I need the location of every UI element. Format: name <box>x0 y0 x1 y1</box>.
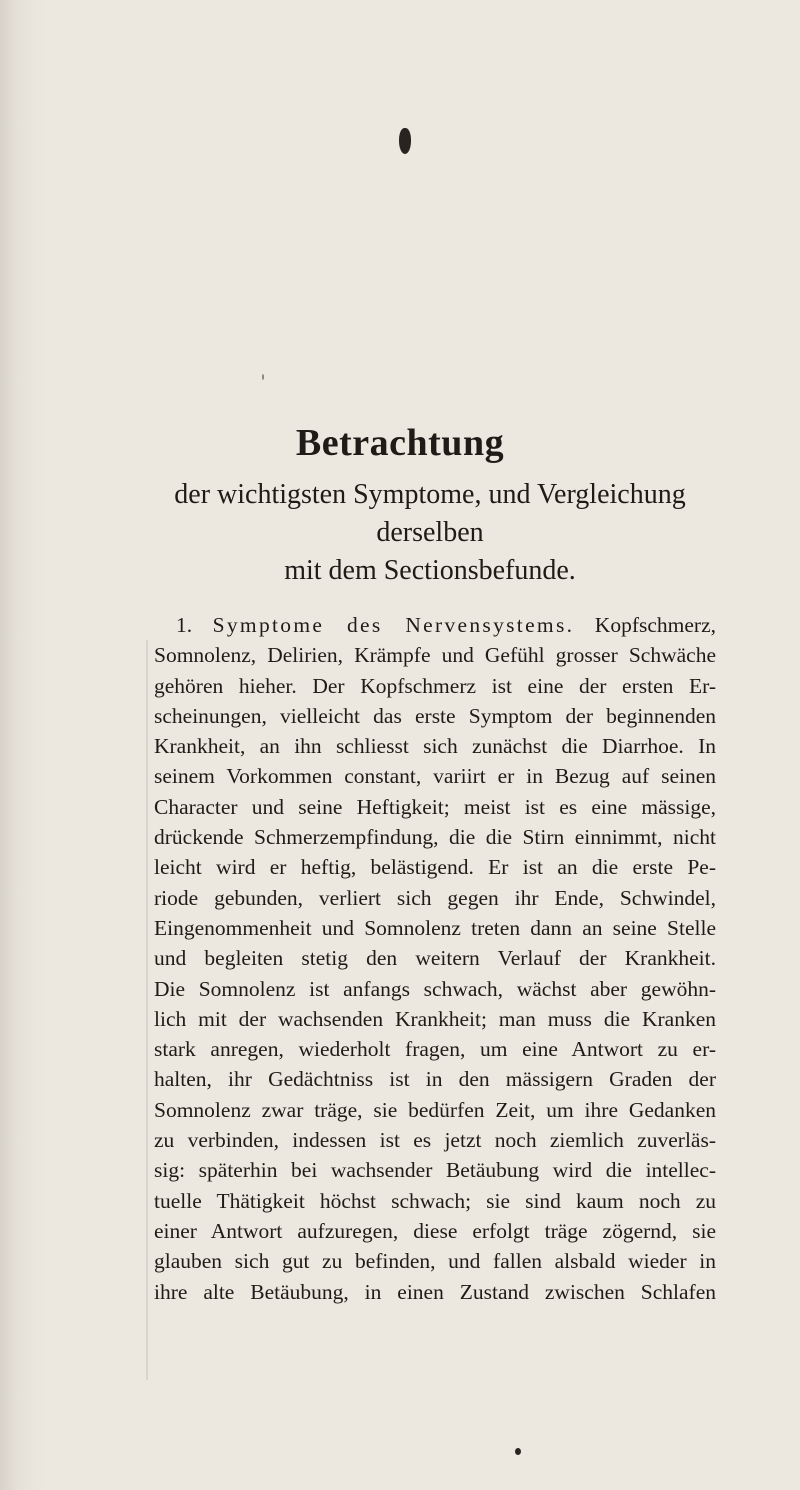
section-first-line-rest: Kopfschmerz, <box>594 613 716 637</box>
ink-speck-top <box>399 128 411 154</box>
text-line: tuelle Thätigkeit höchst schwach; sie sind kaum noch zu <box>154 1188 716 1213</box>
text-line: ihre alte Betäubung, in einen Zustand zwischen Schlafen <box>154 1279 716 1304</box>
text-line: Eingenommenheit und Somnolenz treten dann an seine Stelle <box>154 915 716 940</box>
subtitle-line-1: der wichtigsten Symptome, und Vergleichung derselben <box>174 479 686 548</box>
text-line: Die Somnolenz ist anfangs schwach, wächst aber gewöhn- <box>154 976 716 1001</box>
section-body <box>154 610 716 1307</box>
page-edge-shadow <box>146 640 148 1380</box>
text-line: scheinungen, vielleicht das erste Symptom der beginnenden <box>154 703 716 728</box>
ink-speck-bottom <box>515 1448 521 1455</box>
text-line: Somnolenz zwar träge, sie bedürfen Zeit, um ihre Gedanken <box>154 1097 716 1122</box>
text-line: glauben sich gut zu befinden, und fallen alsbald wieder in <box>154 1249 716 1274</box>
text-line: riode gebunden, verliert sich gegen ihr Ende, Schwindel, <box>154 885 716 910</box>
text-line: gehören hieher. Der Kopfschmerz ist eine der ersten Er- <box>154 673 716 698</box>
text-line: Somnolenz, Delirien, Krämpfe und Gefühl grosser Schwäche <box>154 643 716 668</box>
text-line: zu verbinden, indessen ist es jetzt noch ziemlich zuverläs- <box>154 1128 716 1153</box>
text-line: einer Antwort aufzuregen, diese erfolgt träge zögernd, sie <box>154 1218 716 1243</box>
text-line: Character und seine Heftigkeit; meist ist es eine mässige, <box>154 794 716 819</box>
text-line: stark anregen, wiederholt fragen, um eine Antwort zu er- <box>154 1037 716 1062</box>
text-line: leicht wird er heftig, belästigend. Er ist an die erste Pe- <box>154 855 716 880</box>
text-line: seinem Vorkommen constant, variirt er in Bezug auf seinen <box>154 764 716 789</box>
ink-speck-left <box>262 374 264 380</box>
text-line: Krankheit, an ihn schliesst sich zunächst die Diarrhoe. In <box>154 734 716 759</box>
section-heading: Symptome des Nervensystems. <box>212 613 575 637</box>
page-subtitle <box>150 476 710 590</box>
text-line: sig: späterhin bei wachsender Betäubung wird die intellec- <box>154 1158 716 1183</box>
text-line: drückende Schmerzempfindung, die die Stirn einnimmt, nicht <box>154 825 716 850</box>
text-line: und begleiten stetig den weitern Verlauf der Krankheit. <box>154 946 716 971</box>
page-title: Betrachtung <box>295 422 505 464</box>
text-line: lich mit der wachsenden Krankheit; man muss die Kranken <box>154 1006 716 1031</box>
section-number: 1. <box>176 613 193 637</box>
subtitle-line-2: mit dem Sectionsbefunde. <box>284 555 576 586</box>
text-line: halten, ihr Gedächtniss ist in den mässigern Graden der <box>154 1067 716 1092</box>
section-first-line <box>154 610 716 640</box>
